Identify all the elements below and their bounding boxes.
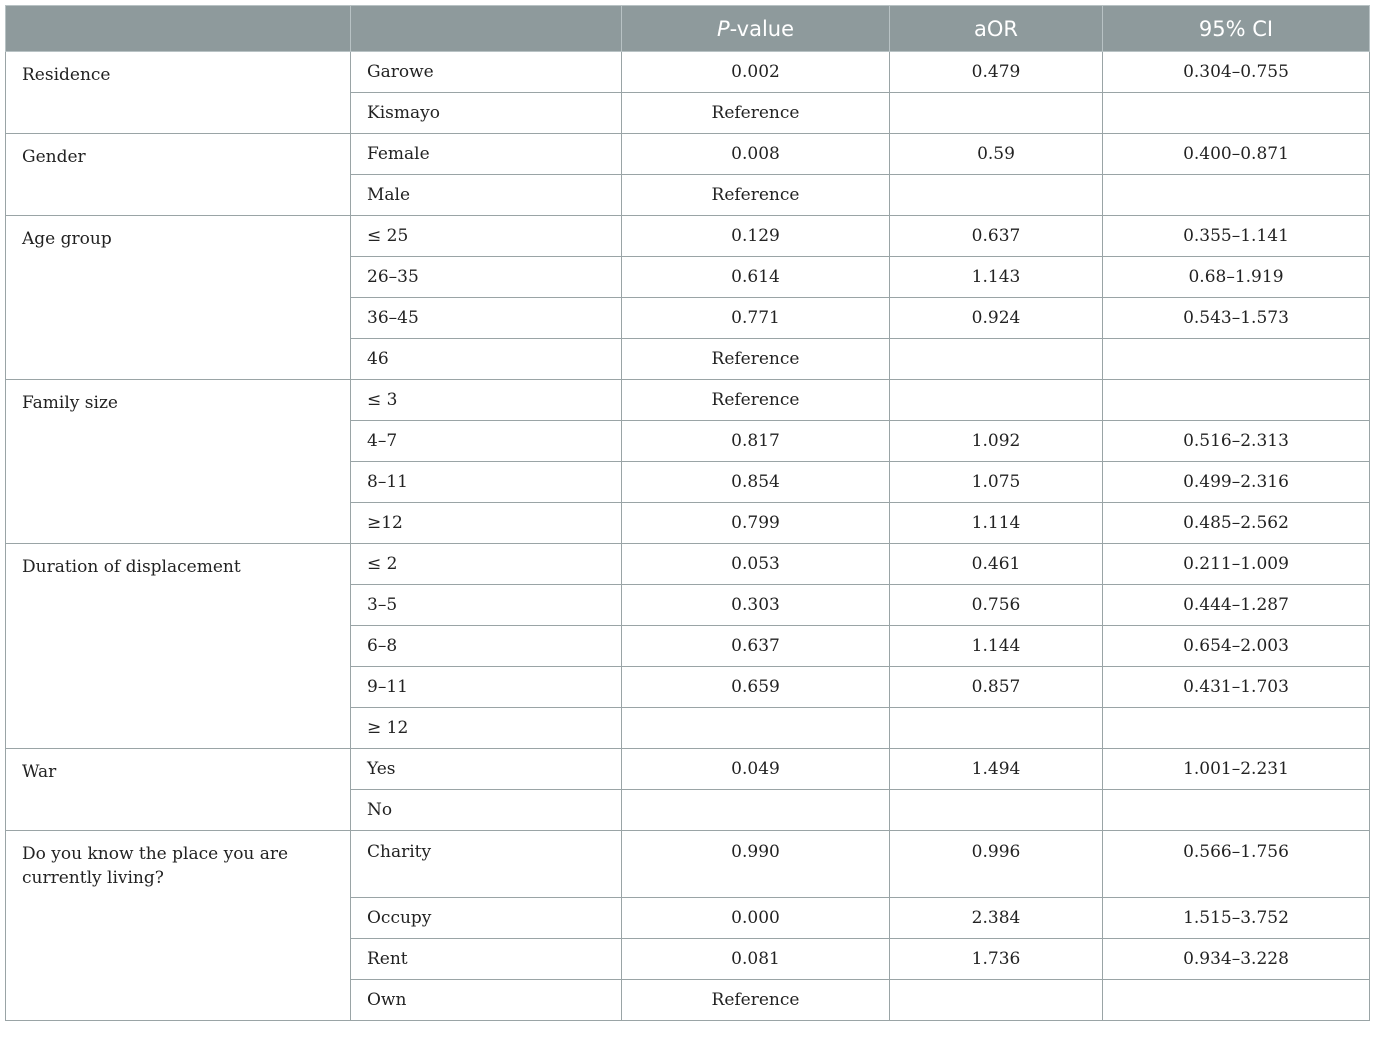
p-value-cell: Reference [622, 93, 890, 134]
category-cell: 9–11 [351, 667, 622, 708]
aor-cell [890, 175, 1103, 216]
category-cell: ≥12 [351, 503, 622, 544]
aor-cell: 1.143 [890, 257, 1103, 298]
aor-cell: 0.996 [890, 831, 1103, 898]
ci-cell: 0.400–0.871 [1103, 134, 1370, 175]
aor-cell: 0.756 [890, 585, 1103, 626]
aor-cell: 1.494 [890, 749, 1103, 790]
ci-cell: 0.444–1.287 [1103, 585, 1370, 626]
table-row [6, 134, 1370, 175]
aor-cell: 0.924 [890, 298, 1103, 339]
table-row [6, 831, 1370, 898]
p-value-cell: 0.614 [622, 257, 890, 298]
table-body [6, 52, 1370, 1021]
ci-cell [1103, 339, 1370, 380]
variable-cell: Age group [6, 216, 351, 380]
table-header [6, 6, 1370, 52]
p-value-cell: Reference [622, 380, 890, 421]
p-value-cell: 0.637 [622, 626, 890, 667]
ci-cell: 0.68–1.919 [1103, 257, 1370, 298]
variable-cell: Residence [6, 52, 351, 134]
aor-cell: 0.637 [890, 216, 1103, 257]
category-cell: 8–11 [351, 462, 622, 503]
ci-cell: 0.211–1.009 [1103, 544, 1370, 585]
aor-cell [890, 339, 1103, 380]
category-cell: 26–35 [351, 257, 622, 298]
p-value-cell: 0.129 [622, 216, 890, 257]
aor-cell: 1.114 [890, 503, 1103, 544]
variable-cell: Do you know the place you are currently living? [6, 831, 351, 1021]
ci-cell: 0.516–2.313 [1103, 421, 1370, 462]
aor-cell: 1.736 [890, 939, 1103, 980]
ci-cell: 0.431–1.703 [1103, 667, 1370, 708]
header-category [351, 6, 622, 52]
header-aor: aOR [890, 6, 1103, 52]
ci-cell: 0.543–1.573 [1103, 298, 1370, 339]
category-cell: 6–8 [351, 626, 622, 667]
ci-cell: 0.566–1.756 [1103, 831, 1370, 898]
category-cell: Male [351, 175, 622, 216]
p-value-cell: 0.854 [622, 462, 890, 503]
aor-cell [890, 980, 1103, 1021]
p-value-cell: 0.771 [622, 298, 890, 339]
header-variable [6, 6, 351, 52]
p-value-cell: 0.799 [622, 503, 890, 544]
p-value-cell: 0.081 [622, 939, 890, 980]
aor-cell [890, 93, 1103, 134]
category-cell: 4–7 [351, 421, 622, 462]
p-value-cell [622, 790, 890, 831]
ci-cell: 1.001–2.231 [1103, 749, 1370, 790]
ci-cell [1103, 380, 1370, 421]
variable-cell: Gender [6, 134, 351, 216]
aor-cell [890, 380, 1103, 421]
ci-cell: 1.515–3.752 [1103, 898, 1370, 939]
ci-cell: 0.304–0.755 [1103, 52, 1370, 93]
ci-cell: 0.355–1.141 [1103, 216, 1370, 257]
p-value-cell [622, 708, 890, 749]
category-cell: No [351, 790, 622, 831]
category-cell: Occupy [351, 898, 622, 939]
aor-cell: 0.857 [890, 667, 1103, 708]
header-row [6, 6, 1370, 52]
regression-table [5, 5, 1370, 1021]
variable-cell: War [6, 749, 351, 831]
header-p-suffix: -value [729, 16, 795, 41]
category-cell: ≥ 12 [351, 708, 622, 749]
p-value-cell: 0.817 [622, 421, 890, 462]
table-row [6, 216, 1370, 257]
category-cell: ≤ 3 [351, 380, 622, 421]
p-value-cell: 0.990 [622, 831, 890, 898]
p-value-cell: Reference [622, 175, 890, 216]
table-row [6, 380, 1370, 421]
category-cell: Own [351, 980, 622, 1021]
table-row [6, 749, 1370, 790]
ci-cell [1103, 708, 1370, 749]
p-value-cell: 0.659 [622, 667, 890, 708]
table-row [6, 544, 1370, 585]
variable-cell: Family size [6, 380, 351, 544]
p-value-cell: 0.008 [622, 134, 890, 175]
p-value-cell: 0.053 [622, 544, 890, 585]
p-value-cell: Reference [622, 980, 890, 1021]
category-cell: Yes [351, 749, 622, 790]
category-cell: Charity [351, 831, 622, 898]
ci-cell: 0.934–3.228 [1103, 939, 1370, 980]
aor-cell [890, 790, 1103, 831]
aor-cell: 1.092 [890, 421, 1103, 462]
p-value-cell: 0.000 [622, 898, 890, 939]
category-cell: Garowe [351, 52, 622, 93]
aor-cell: 2.384 [890, 898, 1103, 939]
ci-cell [1103, 790, 1370, 831]
aor-cell: 0.479 [890, 52, 1103, 93]
variable-cell: Duration of displacement [6, 544, 351, 749]
ci-cell [1103, 93, 1370, 134]
category-cell: 3–5 [351, 585, 622, 626]
p-value-cell: 0.049 [622, 749, 890, 790]
ci-cell [1103, 980, 1370, 1021]
ci-cell: 0.499–2.316 [1103, 462, 1370, 503]
aor-cell: 0.461 [890, 544, 1103, 585]
header-p-value [622, 6, 890, 52]
category-cell: Rent [351, 939, 622, 980]
category-cell: ≤ 25 [351, 216, 622, 257]
header-p-letter: P [716, 16, 730, 41]
ci-cell: 0.654–2.003 [1103, 626, 1370, 667]
category-cell: ≤ 2 [351, 544, 622, 585]
header-ci: 95% CI [1103, 6, 1370, 52]
aor-cell: 0.59 [890, 134, 1103, 175]
category-cell: 46 [351, 339, 622, 380]
ci-cell: 0.485–2.562 [1103, 503, 1370, 544]
ci-cell [1103, 175, 1370, 216]
table-row [6, 52, 1370, 93]
p-value-cell: 0.002 [622, 52, 890, 93]
p-value-cell: 0.303 [622, 585, 890, 626]
category-cell: Kismayo [351, 93, 622, 134]
aor-cell: 1.144 [890, 626, 1103, 667]
category-cell: Female [351, 134, 622, 175]
category-cell: 36–45 [351, 298, 622, 339]
aor-cell [890, 708, 1103, 749]
p-value-cell: Reference [622, 339, 890, 380]
aor-cell: 1.075 [890, 462, 1103, 503]
